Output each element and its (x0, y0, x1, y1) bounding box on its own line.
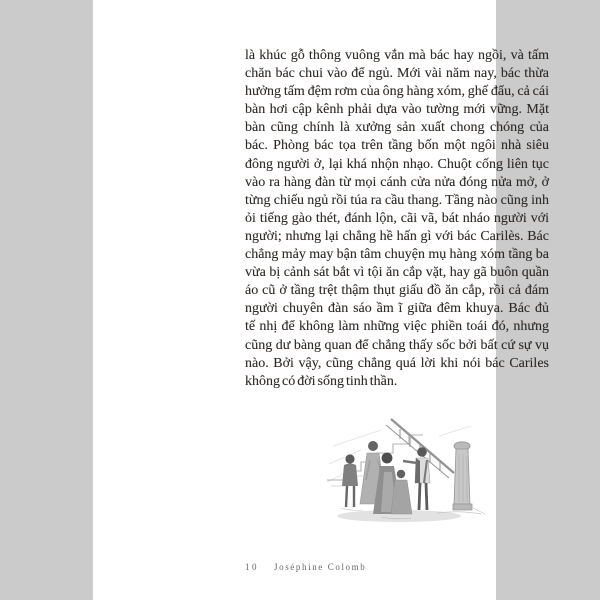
running-title: Joséphine Colomb (274, 562, 367, 572)
children-at-staircase-illustration (321, 416, 496, 528)
paragraph-line: người; nhưng lại chẳng hề hấn gì với bác Carilès. Bác (245, 228, 549, 244)
paragraph-line: hưởng tấm đệm rơm của ông hàng xóm, ghế đẩu, cả cái (245, 84, 549, 100)
body-paragraph (245, 47, 549, 391)
paragraph-line: bàn cũng chính là xưởng sản xuất chong chóng của (245, 120, 549, 136)
page-number: 10 (245, 562, 259, 572)
page-footer (245, 562, 366, 572)
paragraph-line: từng chiếu ngủ rồi túa ra cầu thang. Tầng nào cũng inh (245, 192, 549, 208)
paragraph-line: chăn bác chui vào để ngủ. Mới vài năm nay, bác thừa (245, 66, 549, 82)
engraving-illustration-svg (321, 416, 496, 528)
paragraph-line: đông người ở, lại khá nhộn nhạo. Chuột cống liên tục (245, 156, 549, 172)
paragraph-line: nào. Bởi vậy, cũng chẳng quá lời khi nói bác Cariles (245, 355, 549, 371)
book-page (93, 0, 549, 600)
paragraph-line: cũng dư bàng quan để chẳng thấy sốc bởi bất cứ sự vụ (245, 337, 549, 353)
paragraph-line: bàn hơi cập kênh phải dựa vào tường mới vững. Mặt (245, 102, 549, 118)
paragraph-line: vào ra hàng đàn từ mọi cánh cửa nửa đóng nửa mở, ở (245, 174, 549, 190)
paragraph-line: bác. Phòng bác tọa trên tầng bốn một ngôi nhà siêu (245, 138, 549, 154)
paragraph-line: áo cũ ở tầng trệt thậm thụt giấu đồ ăn cắp, rồi cả đám (245, 283, 549, 299)
paragraph-line: không có đời sống tinh thần. (245, 373, 398, 389)
paragraph-line: người chuyên đàn sáo ầm ĩ giữa đêm khuya. Bác đủ (245, 301, 549, 317)
paragraph-line: chẳng mảy may bận tâm chuyện mụ hàng xóm tầng ba (245, 247, 549, 263)
paragraph-line: vừa bị cảnh sát bắt vì tội ăn cắp vặt, hay gã buôn quần (245, 265, 549, 281)
paragraph-line: ỏi tiếng gào thét, đánh lộn, cãi vã, bát nháo người với (245, 210, 549, 226)
figure-boy-left (342, 454, 358, 507)
paragraph-line: tế nhị để không làm những việc phiền toái đó, nhưng (245, 319, 549, 335)
paragraph-line: là khúc gỗ thông vuông vắn mà bác hay ngồi, và tấm (245, 48, 549, 63)
